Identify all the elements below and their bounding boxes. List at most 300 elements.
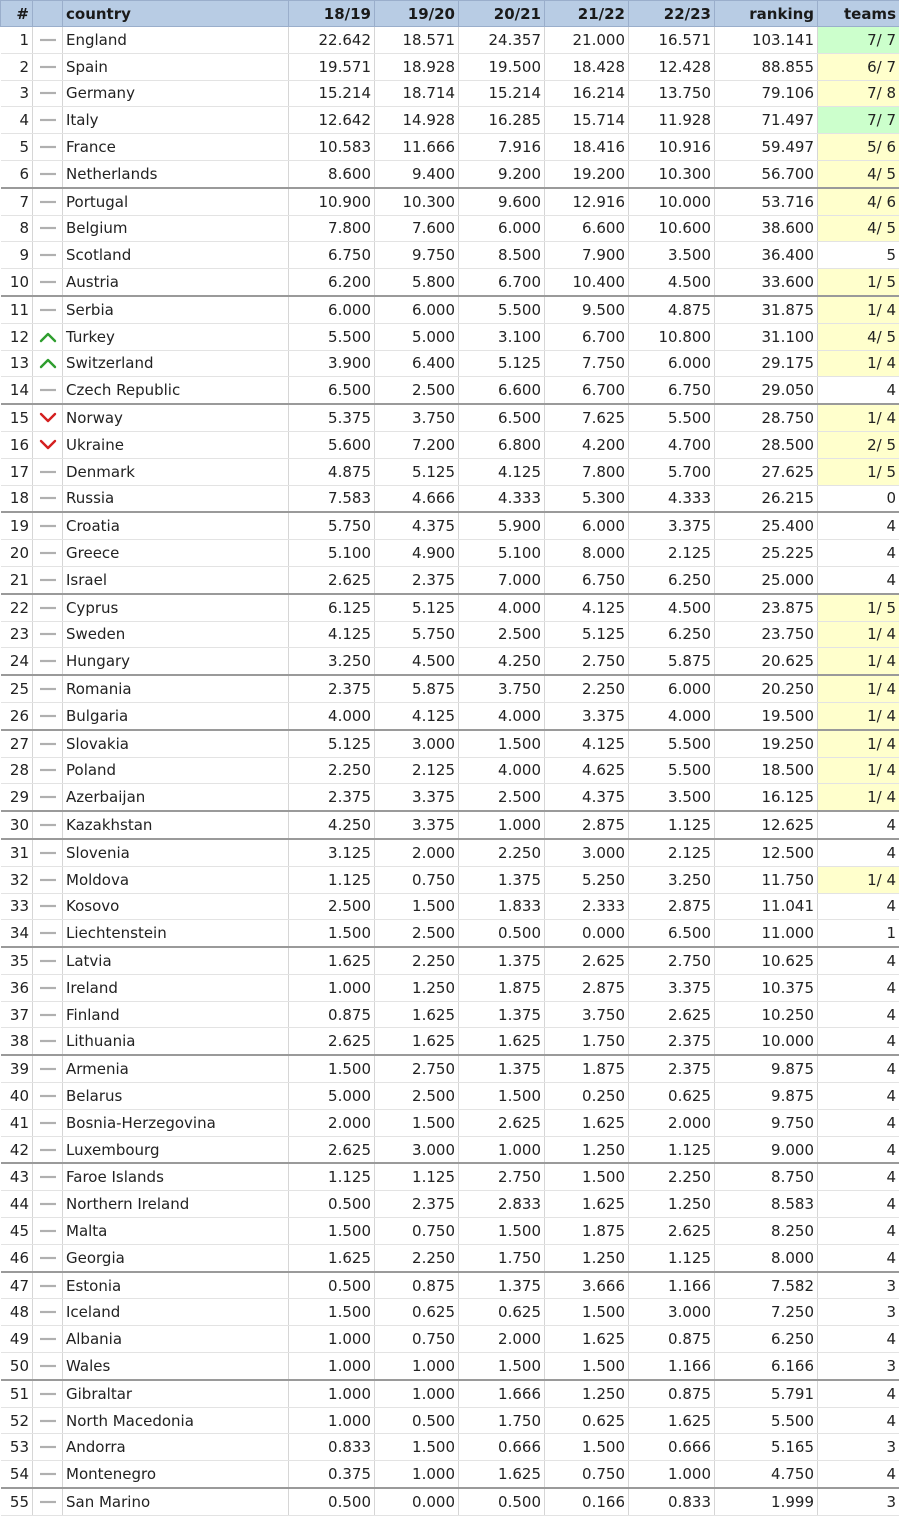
season-20-21-cell: 15.214	[459, 80, 545, 107]
country-name-cell[interactable]: Luxembourg	[63, 1136, 289, 1163]
season-18-19-cell: 5.125	[289, 730, 375, 757]
season-19-20-cell: 5.875	[375, 675, 459, 702]
dash-icon	[36, 738, 59, 750]
ranking-total-cell: 27.625	[715, 458, 818, 485]
season-20-21-cell: 4.125	[459, 458, 545, 485]
table-row[interactable]	[1, 1244, 899, 1271]
country-name-cell[interactable]: Switzerland	[63, 350, 289, 377]
table-row[interactable]	[1, 974, 899, 1001]
country-name-cell[interactable]: Azerbaijan	[63, 784, 289, 811]
season-20-21-cell: 1.625	[459, 1461, 545, 1488]
country-name-cell[interactable]: Czech Republic	[63, 377, 289, 404]
dash-icon	[36, 602, 59, 614]
country-name-cell[interactable]: Serbia	[63, 296, 289, 323]
table-row[interactable]	[1, 702, 899, 729]
ranking-total-cell: 12.625	[715, 811, 818, 839]
season-22-23-cell: 1.000	[629, 1461, 715, 1488]
season-18-19-cell: 0.833	[289, 1434, 375, 1461]
table-row[interactable]	[1, 188, 899, 215]
season-18-19-cell: 2.625	[289, 1136, 375, 1163]
teams-cell: 4	[818, 566, 899, 593]
table-row[interactable]	[1, 53, 899, 80]
season-22-23-cell: 5.875	[629, 648, 715, 675]
trend-cell	[33, 540, 63, 567]
season-20-21-cell: 4.250	[459, 648, 545, 675]
country-name-cell[interactable]: Wales	[63, 1353, 289, 1380]
season-18-19-cell: 0.500	[289, 1488, 375, 1515]
country-name-cell[interactable]: Scotland	[63, 242, 289, 269]
country-name-cell[interactable]: Sweden	[63, 621, 289, 648]
dash-icon	[36, 249, 59, 261]
season-21-22-cell: 4.375	[545, 784, 629, 811]
teams-cell: 3	[818, 1434, 899, 1461]
trend-cell	[33, 160, 63, 187]
season-19-20-cell: 0.500	[375, 1407, 459, 1434]
dash-icon	[36, 61, 59, 73]
season-19-20-cell: 4.375	[375, 512, 459, 539]
dash-icon	[36, 492, 59, 504]
table-row[interactable]	[1, 107, 899, 134]
season-20-21-cell: 4.333	[459, 485, 545, 512]
table-row[interactable]	[1, 675, 899, 702]
season-21-22-cell: 3.750	[545, 1001, 629, 1028]
country-name-cell[interactable]: Northern Ireland	[63, 1191, 289, 1218]
trend-cell	[33, 1326, 63, 1353]
trend-cell	[33, 215, 63, 242]
teams-cell: 1/ 5	[818, 269, 899, 296]
season-21-22-cell: 16.214	[545, 80, 629, 107]
table-row[interactable]	[1, 1163, 899, 1190]
dash-icon	[36, 222, 59, 234]
country-name-cell[interactable]: Russia	[63, 485, 289, 512]
season-21-22-cell: 1.500	[545, 1353, 629, 1380]
table-row[interactable]	[1, 920, 899, 947]
header-season-19-20[interactable]: 19/20	[375, 1, 459, 27]
teams-cell: 4	[818, 974, 899, 1001]
ranking-total-cell: 25.400	[715, 512, 818, 539]
rank-number-cell: 44	[1, 1191, 33, 1218]
country-name-cell[interactable]: North Macedonia	[63, 1407, 289, 1434]
country-name-cell[interactable]: Slovakia	[63, 730, 289, 757]
season-18-19-cell: 1.000	[289, 1407, 375, 1434]
table-row[interactable]	[1, 621, 899, 648]
country-name-cell[interactable]: Finland	[63, 1001, 289, 1028]
season-21-22-cell: 1.625	[545, 1109, 629, 1136]
rank-number-cell: 43	[1, 1163, 33, 1190]
season-19-20-cell: 2.000	[375, 839, 459, 866]
rank-number-cell: 50	[1, 1353, 33, 1380]
table-row[interactable]	[1, 512, 899, 539]
country-name-cell[interactable]: Liechtenstein	[63, 920, 289, 947]
season-21-22-cell: 6.750	[545, 566, 629, 593]
country-name-cell[interactable]: Romania	[63, 675, 289, 702]
table-row[interactable]	[1, 431, 899, 458]
season-22-23-cell: 2.125	[629, 540, 715, 567]
country-name-cell[interactable]: Ireland	[63, 974, 289, 1001]
table-row[interactable]	[1, 947, 899, 974]
season-18-19-cell: 5.600	[289, 431, 375, 458]
season-19-20-cell: 2.750	[375, 1055, 459, 1082]
season-20-21-cell: 1.750	[459, 1244, 545, 1271]
season-18-19-cell: 3.250	[289, 648, 375, 675]
dash-icon	[36, 1306, 59, 1318]
season-18-19-cell: 6.500	[289, 377, 375, 404]
ranking-total-cell: 23.875	[715, 594, 818, 621]
dash-icon	[36, 1117, 59, 1129]
season-19-20-cell: 3.375	[375, 811, 459, 839]
country-name-cell[interactable]: Belgium	[63, 215, 289, 242]
table-row[interactable]	[1, 1461, 899, 1488]
dash-icon	[36, 847, 59, 859]
season-19-20-cell: 3.750	[375, 404, 459, 431]
country-name-cell[interactable]: England	[63, 27, 289, 54]
table-row[interactable]	[1, 1109, 899, 1136]
season-19-20-cell: 0.000	[375, 1488, 459, 1515]
country-name-cell[interactable]: Albania	[63, 1326, 289, 1353]
season-22-23-cell: 1.166	[629, 1272, 715, 1299]
season-19-20-cell: 1.625	[375, 1028, 459, 1055]
table-row[interactable]	[1, 1218, 899, 1245]
table-row[interactable]	[1, 215, 899, 242]
country-name-cell[interactable]: Cyprus	[63, 594, 289, 621]
dash-icon	[36, 628, 59, 640]
season-21-22-cell: 0.166	[545, 1488, 629, 1515]
season-19-20-cell: 4.666	[375, 485, 459, 512]
table-row[interactable]	[1, 1407, 899, 1434]
country-name-cell[interactable]: Turkey	[63, 323, 289, 350]
table-row[interactable]	[1, 1488, 899, 1515]
table-row[interactable]	[1, 242, 899, 269]
table-row[interactable]	[1, 648, 899, 675]
country-name-cell[interactable]: Slovenia	[63, 839, 289, 866]
table-row[interactable]	[1, 566, 899, 593]
season-18-19-cell: 15.214	[289, 80, 375, 107]
country-name-cell[interactable]: Bulgaria	[63, 702, 289, 729]
country-name-cell[interactable]: Bosnia-Herzegovina	[63, 1109, 289, 1136]
table-header	[1, 1, 899, 27]
trend-cell	[33, 811, 63, 839]
table-row[interactable]	[1, 893, 899, 920]
season-20-21-cell: 4.000	[459, 594, 545, 621]
rank-number-cell: 40	[1, 1083, 33, 1110]
ranking-total-cell: 88.855	[715, 53, 818, 80]
season-20-21-cell: 0.666	[459, 1434, 545, 1461]
ranking-total-cell: 25.000	[715, 566, 818, 593]
table-row[interactable]	[1, 1055, 899, 1082]
dash-icon	[36, 655, 59, 667]
season-18-19-cell: 10.900	[289, 188, 375, 215]
table-row[interactable]	[1, 730, 899, 757]
teams-cell: 1/ 4	[818, 730, 899, 757]
table-row[interactable]	[1, 27, 899, 54]
rank-number-cell: 32	[1, 866, 33, 893]
country-name-cell[interactable]: Kazakhstan	[63, 811, 289, 839]
season-22-23-cell: 5.500	[629, 730, 715, 757]
season-19-20-cell: 0.750	[375, 1218, 459, 1245]
season-22-23-cell: 0.833	[629, 1488, 715, 1515]
teams-cell: 4	[818, 1218, 899, 1245]
country-name-cell[interactable]: Andorra	[63, 1434, 289, 1461]
dash-icon	[36, 1388, 59, 1400]
rank-number-cell: 2	[1, 53, 33, 80]
rank-number-cell: 1	[1, 27, 33, 54]
season-22-23-cell: 0.875	[629, 1380, 715, 1407]
season-19-20-cell: 6.000	[375, 296, 459, 323]
season-19-20-cell: 2.125	[375, 757, 459, 784]
country-name-cell[interactable]: Armenia	[63, 1055, 289, 1082]
season-21-22-cell: 7.800	[545, 458, 629, 485]
country-name-cell[interactable]: Belarus	[63, 1083, 289, 1110]
table-row[interactable]	[1, 1191, 899, 1218]
season-18-19-cell: 1.625	[289, 947, 375, 974]
country-name-cell[interactable]: Spain	[63, 53, 289, 80]
table-row[interactable]	[1, 784, 899, 811]
season-18-19-cell: 4.000	[289, 702, 375, 729]
country-name-cell[interactable]: Italy	[63, 107, 289, 134]
country-name-cell[interactable]: Latvia	[63, 947, 289, 974]
season-19-20-cell: 5.125	[375, 594, 459, 621]
season-22-23-cell: 2.000	[629, 1109, 715, 1136]
table-row[interactable]	[1, 1380, 899, 1407]
country-name-cell[interactable]: Greece	[63, 540, 289, 567]
rank-number-cell: 17	[1, 458, 33, 485]
arrow-down-icon	[36, 412, 59, 424]
season-21-22-cell: 12.916	[545, 188, 629, 215]
trend-cell	[33, 594, 63, 621]
season-22-23-cell: 10.000	[629, 188, 715, 215]
rank-number-cell: 34	[1, 920, 33, 947]
country-name-cell[interactable]: Montenegro	[63, 1461, 289, 1488]
dash-icon	[36, 1009, 59, 1021]
country-name-cell[interactable]: Iceland	[63, 1299, 289, 1326]
season-19-20-cell: 0.750	[375, 866, 459, 893]
season-19-20-cell: 14.928	[375, 107, 459, 134]
dash-icon	[36, 1144, 59, 1156]
ranking-total-cell: 28.500	[715, 431, 818, 458]
season-20-21-cell: 2.500	[459, 784, 545, 811]
table-row[interactable]	[1, 866, 899, 893]
trend-cell	[33, 1434, 63, 1461]
teams-cell: 1/ 4	[818, 350, 899, 377]
header-ranking[interactable]: ranking	[715, 1, 818, 27]
country-name-cell[interactable]: Germany	[63, 80, 289, 107]
table-row[interactable]	[1, 296, 899, 323]
table-row[interactable]	[1, 1136, 899, 1163]
season-21-22-cell: 9.500	[545, 296, 629, 323]
season-22-23-cell: 4.333	[629, 485, 715, 512]
country-name-cell[interactable]: Norway	[63, 404, 289, 431]
season-21-22-cell: 0.750	[545, 1461, 629, 1488]
teams-cell: 4	[818, 1136, 899, 1163]
trend-cell	[33, 947, 63, 974]
teams-cell: 3	[818, 1353, 899, 1380]
country-name-cell[interactable]: Croatia	[63, 512, 289, 539]
season-21-22-cell: 4.625	[545, 757, 629, 784]
trend-cell	[33, 80, 63, 107]
season-19-20-cell: 1.500	[375, 1434, 459, 1461]
teams-cell: 4	[818, 1407, 899, 1434]
season-21-22-cell: 3.000	[545, 839, 629, 866]
rank-number-cell: 7	[1, 188, 33, 215]
trend-cell	[33, 269, 63, 296]
table-row[interactable]	[1, 1353, 899, 1380]
header-trend	[33, 1, 63, 27]
rank-number-cell: 9	[1, 242, 33, 269]
rank-number-cell: 21	[1, 566, 33, 593]
season-22-23-cell: 2.375	[629, 1028, 715, 1055]
table-row[interactable]	[1, 323, 899, 350]
season-19-20-cell: 2.250	[375, 947, 459, 974]
country-name-cell[interactable]: Faroe Islands	[63, 1163, 289, 1190]
rank-number-cell: 31	[1, 839, 33, 866]
arrow-down-icon	[36, 439, 59, 451]
ranking-total-cell: 8.000	[715, 1244, 818, 1271]
table-row[interactable]	[1, 1272, 899, 1299]
season-20-21-cell: 6.000	[459, 215, 545, 242]
trend-cell	[33, 134, 63, 161]
rank-number-cell: 10	[1, 269, 33, 296]
ranking-total-cell: 10.625	[715, 947, 818, 974]
season-18-19-cell: 5.000	[289, 1083, 375, 1110]
country-name-cell[interactable]: Austria	[63, 269, 289, 296]
rank-number-cell: 36	[1, 974, 33, 1001]
table-row[interactable]	[1, 134, 899, 161]
country-name-cell[interactable]: Hungary	[63, 648, 289, 675]
table-row[interactable]	[1, 269, 899, 296]
season-18-19-cell: 5.100	[289, 540, 375, 567]
dash-icon	[36, 927, 59, 939]
table-row[interactable]	[1, 80, 899, 107]
table-row[interactable]	[1, 350, 899, 377]
table-row[interactable]	[1, 1326, 899, 1353]
table-row[interactable]	[1, 485, 899, 512]
season-19-20-cell: 1.000	[375, 1461, 459, 1488]
header-season-22-23[interactable]: 22/23	[629, 1, 715, 27]
season-19-20-cell: 18.571	[375, 27, 459, 54]
table-row[interactable]	[1, 757, 899, 784]
table-row[interactable]	[1, 1001, 899, 1028]
season-20-21-cell: 1.875	[459, 974, 545, 1001]
season-18-19-cell: 1.000	[289, 974, 375, 1001]
country-name-cell[interactable]: Georgia	[63, 1244, 289, 1271]
rank-number-cell: 48	[1, 1299, 33, 1326]
country-name-cell[interactable]: Malta	[63, 1218, 289, 1245]
table-row[interactable]	[1, 1299, 899, 1326]
trend-cell	[33, 784, 63, 811]
season-22-23-cell: 4.700	[629, 431, 715, 458]
season-20-21-cell: 1.666	[459, 1380, 545, 1407]
header-teams[interactable]: teams	[818, 1, 899, 27]
country-name-cell[interactable]: Kosovo	[63, 893, 289, 920]
season-21-22-cell: 1.625	[545, 1326, 629, 1353]
ranking-total-cell: 26.215	[715, 485, 818, 512]
country-name-cell[interactable]: France	[63, 134, 289, 161]
season-19-20-cell: 1.000	[375, 1353, 459, 1380]
header-rank-number[interactable]: #	[1, 1, 33, 27]
season-20-21-cell: 1.500	[459, 730, 545, 757]
dash-icon	[36, 791, 59, 803]
header-season-20-21[interactable]: 20/21	[459, 1, 545, 27]
rank-number-cell: 26	[1, 702, 33, 729]
teams-cell: 7/ 7	[818, 107, 899, 134]
ranking-total-cell: 11.000	[715, 920, 818, 947]
country-name-cell[interactable]: Lithuania	[63, 1028, 289, 1055]
ranking-total-cell: 11.750	[715, 866, 818, 893]
rank-number-cell: 30	[1, 811, 33, 839]
header-season-18-19[interactable]: 18/19	[289, 1, 375, 27]
country-name-cell[interactable]: Netherlands	[63, 160, 289, 187]
season-18-19-cell: 6.125	[289, 594, 375, 621]
season-20-21-cell: 6.800	[459, 431, 545, 458]
country-name-cell[interactable]: Gibraltar	[63, 1380, 289, 1407]
season-22-23-cell: 2.125	[629, 839, 715, 866]
season-18-19-cell: 1.000	[289, 1380, 375, 1407]
country-name-cell[interactable]: Moldova	[63, 866, 289, 893]
teams-cell: 4	[818, 1191, 899, 1218]
season-22-23-cell: 6.250	[629, 566, 715, 593]
ranking-total-cell: 7.582	[715, 1272, 818, 1299]
season-20-21-cell: 3.100	[459, 323, 545, 350]
table-row[interactable]	[1, 1083, 899, 1110]
teams-cell: 4	[818, 811, 899, 839]
country-name-cell[interactable]: Ukraine	[63, 431, 289, 458]
table-row[interactable]	[1, 404, 899, 431]
table-row[interactable]	[1, 811, 899, 839]
country-name-cell[interactable]: Israel	[63, 566, 289, 593]
season-18-19-cell: 1.500	[289, 920, 375, 947]
dash-icon	[36, 1090, 59, 1102]
country-name-cell[interactable]: Estonia	[63, 1272, 289, 1299]
trend-cell	[33, 485, 63, 512]
season-19-20-cell: 1.500	[375, 893, 459, 920]
country-name-cell[interactable]: Portugal	[63, 188, 289, 215]
header-country[interactable]: country	[63, 1, 289, 27]
header-season-21-22[interactable]: 21/22	[545, 1, 629, 27]
table-row[interactable]	[1, 377, 899, 404]
table-row[interactable]	[1, 1028, 899, 1055]
season-22-23-cell: 13.750	[629, 80, 715, 107]
country-name-cell[interactable]: Denmark	[63, 458, 289, 485]
season-20-21-cell: 1.750	[459, 1407, 545, 1434]
ranking-total-cell: 8.750	[715, 1163, 818, 1190]
season-20-21-cell: 0.500	[459, 1488, 545, 1515]
season-20-21-cell: 2.000	[459, 1326, 545, 1353]
table-row[interactable]	[1, 160, 899, 187]
season-22-23-cell: 1.125	[629, 811, 715, 839]
teams-cell: 4	[818, 377, 899, 404]
ranking-total-cell: 31.100	[715, 323, 818, 350]
season-18-19-cell: 2.375	[289, 784, 375, 811]
season-18-19-cell: 4.125	[289, 621, 375, 648]
table-row[interactable]	[1, 839, 899, 866]
table-row[interactable]	[1, 458, 899, 485]
table-row[interactable]	[1, 540, 899, 567]
season-21-22-cell: 3.375	[545, 702, 629, 729]
season-19-20-cell: 18.714	[375, 80, 459, 107]
table-row[interactable]	[1, 1434, 899, 1461]
season-18-19-cell: 1.500	[289, 1218, 375, 1245]
table-row[interactable]	[1, 594, 899, 621]
season-18-19-cell: 0.375	[289, 1461, 375, 1488]
dash-icon	[36, 982, 59, 994]
season-21-22-cell: 2.333	[545, 893, 629, 920]
season-18-19-cell: 22.642	[289, 27, 375, 54]
country-name-cell[interactable]: San Marino	[63, 1488, 289, 1515]
country-name-cell[interactable]: Poland	[63, 757, 289, 784]
teams-cell: 4	[818, 1028, 899, 1055]
ranking-total-cell: 9.000	[715, 1136, 818, 1163]
ranking-total-cell: 11.041	[715, 893, 818, 920]
